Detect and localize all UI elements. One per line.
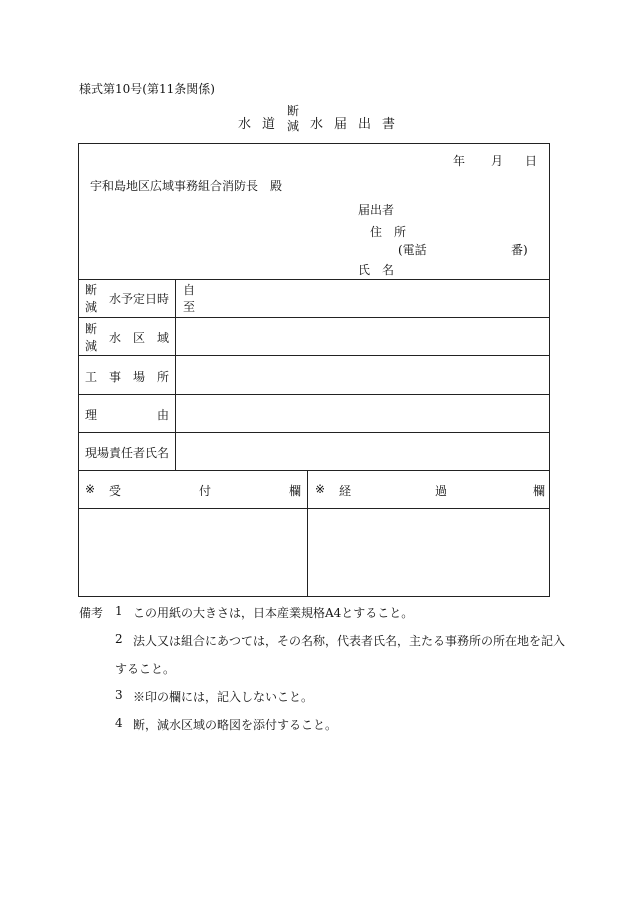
area-stack — [85, 321, 97, 355]
name-label: 氏 名 — [358, 263, 395, 277]
reception-mark: ※ — [85, 482, 96, 496]
date-year-label: 年 — [453, 154, 466, 168]
note-number: 1 — [115, 604, 123, 618]
title-char: 水 — [238, 117, 252, 132]
form-code: 様式第10号(第11条関係) — [79, 82, 215, 96]
from-label: 自 — [183, 283, 196, 297]
title-stack — [287, 104, 299, 134]
site-label: 工 事 場 所 — [85, 370, 170, 384]
note-number: 3 — [115, 688, 123, 702]
reason-label-right: 由 — [157, 408, 170, 422]
note-text: ※印の欄には，記入しないこと。 — [133, 690, 314, 704]
note-text: 断，減水区域の略図を添付すること。 — [133, 718, 338, 732]
reception-c1: 受 — [109, 484, 122, 498]
title-stack-bottom: 減 — [287, 119, 300, 133]
note-number: 2 — [115, 632, 123, 646]
title-char: 書 — [382, 117, 396, 132]
stack-top: 断 — [85, 283, 98, 297]
column-divider — [307, 470, 308, 596]
stack-top: 断 — [85, 322, 98, 336]
row-divider — [79, 508, 549, 509]
form-table — [78, 143, 550, 597]
supervisor-label: 現場責任者氏名 — [85, 446, 170, 460]
date-day-label: 日 — [525, 154, 538, 168]
title-char: 出 — [358, 117, 372, 132]
note-text: すること。 — [115, 662, 176, 676]
schedule-label: 水予定日時 — [109, 292, 170, 306]
progress-c1: 経 — [339, 484, 352, 498]
note-number: 4 — [115, 716, 123, 730]
form-title — [238, 104, 398, 134]
addressee: 宇和島地区広域事務組合消防長 殿 — [90, 179, 283, 193]
notes-heading: 備考 — [79, 606, 104, 620]
row-divider — [79, 279, 549, 280]
address-label: 住 所 — [370, 225, 407, 239]
schedule-stack — [85, 282, 97, 316]
reception-c3: 欄 — [289, 484, 302, 498]
notifier-label: 届出者 — [358, 203, 395, 217]
title-stack-top: 断 — [287, 104, 300, 118]
title-char: 届 — [334, 117, 348, 132]
phone-label: (電話 — [398, 243, 427, 257]
note-text: この用紙の大きさは，日本産業規格A4とすること。 — [133, 606, 414, 620]
row-divider — [79, 432, 549, 433]
title-char: 道 — [262, 117, 276, 132]
reception-c2: 付 — [199, 484, 212, 498]
stack-bottom: 減 — [85, 339, 98, 353]
stack-bottom: 減 — [85, 300, 98, 314]
date-month-label: 月 — [491, 154, 504, 168]
progress-c2: 過 — [435, 484, 448, 498]
row-divider — [79, 317, 549, 318]
row-divider — [79, 355, 549, 356]
to-label: 至 — [183, 300, 196, 314]
note-text: 法人又は組合にあつては，その名称，代表者氏名，主たる事務所の所在地を記入 — [133, 634, 566, 648]
title-char: 水 — [310, 117, 324, 132]
column-divider — [175, 279, 176, 470]
row-divider — [79, 394, 549, 395]
progress-mark: ※ — [315, 482, 326, 496]
schedule-from-to — [183, 282, 195, 316]
row-divider — [79, 470, 549, 471]
reason-label-left: 理 — [85, 408, 98, 422]
area-label: 水 区 域 — [109, 331, 170, 345]
progress-c3: 欄 — [533, 484, 546, 498]
phone-suffix: 番) — [511, 243, 528, 257]
